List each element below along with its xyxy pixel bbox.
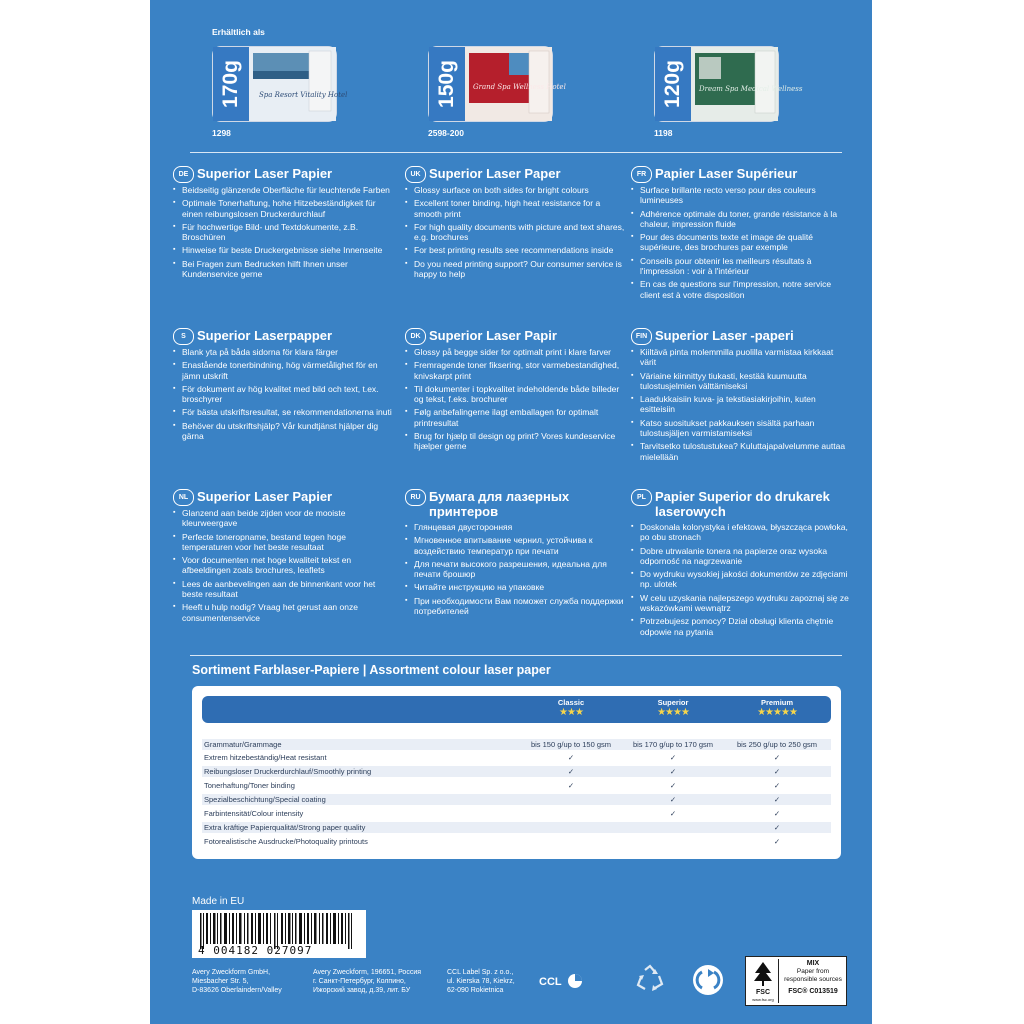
ccl-logo-icon: CCL xyxy=(539,973,589,993)
list-item: ▪ Für hochwertige Bild- und Textdokumente, z.B. Broschüren xyxy=(173,222,393,243)
weight-label: 170g xyxy=(213,47,249,121)
list-item: ▪ Glanzend aan beide zijden voor de mooiste kleurweergave xyxy=(173,508,393,529)
card-title: Grand Spa Wellness Hotel xyxy=(473,83,566,91)
list-item: ▪ Kiiltävä pinta molemmilla puolilla varmistaa kirkkaat värit xyxy=(631,347,851,368)
green-dot-icon xyxy=(692,964,724,1001)
product-photo xyxy=(691,47,803,121)
product-code: 1198 xyxy=(654,128,673,138)
list-item: ▪ Brug for hjælp til design og print? Vores kundeservice hjælper gerne xyxy=(405,431,625,452)
language-badge: PL xyxy=(631,489,652,506)
section-title: Superior Laser Papir xyxy=(429,328,557,343)
list-item: ▪ Laadukkaisiin kuva- ja tekstiasiakirjoihin, kuten esitteisiin xyxy=(631,394,851,415)
card-title: Spa Resort Vitality Hotel xyxy=(259,91,348,99)
list-item: ▪ Doskonała kolorystyka i efektowa, błyszcząca powłoka, po obu stronach xyxy=(631,522,851,543)
address-de: Avery Zweckform GmbH, Miesbacher Str. 5, D-83626 Oberlaindern/Valley xyxy=(192,969,282,994)
product-code: 1298 xyxy=(212,128,231,138)
table-row: Extra kräftige Papierqualität/Strong paper quality ✓ xyxy=(202,822,831,833)
language-badge: DE xyxy=(173,166,194,183)
table-row: Farbintensität/Colour intensity ✓ ✓ xyxy=(204,809,781,818)
address-ru: Avery Zweckform, 196651, Россия г. Санкт-Петербург, Колпино, Ижорский завод, д.39, лит. БУ xyxy=(313,969,422,994)
list-item: ▪ Tarvitsetko tulostustukea? Kuluttajapalvelumme auttaa mielellään xyxy=(631,441,851,462)
fsc-line: Paper from xyxy=(796,968,830,975)
language-badge: FIN xyxy=(631,328,652,345)
list-item: ▪ Do you need printing support? Our consumer service is happy to help xyxy=(405,259,625,280)
section-title: Superior Laser -paperi xyxy=(655,328,794,343)
table-header xyxy=(202,696,831,723)
list-item: ▪ Til dokumenter i topkvalitet indeholdende både billeder og tekst, f.eks. brochurer xyxy=(405,384,625,405)
list-item: ▪ Hinweise für beste Druckergebnisse siehe Innenseite xyxy=(173,245,393,255)
product-card-170g xyxy=(212,46,348,122)
language-badge: FR xyxy=(631,166,652,183)
list-item: ▪ Conseils pour obtenir les meilleurs résultats à l'impression : voir à l'intérieur xyxy=(631,256,851,277)
section-uk xyxy=(405,166,625,282)
weight-label: 150g xyxy=(429,47,465,121)
list-item: ▪ Heeft u hulp nodig? Vraag het gerust aan onze consumentenservice xyxy=(173,602,393,623)
list-item: ▪ Excellent toner binding, high heat resistance for a smooth print xyxy=(405,198,625,219)
list-item: ▪ Bei Fragen zum Bedrucken hilft Ihnen unser Kundenservice gerne xyxy=(173,259,393,280)
product-photo xyxy=(249,47,348,121)
section-title: Superior Laser Papier xyxy=(197,489,333,504)
list-item: ▪ Beidseitig glänzende Oberfläche für leuchtende Farben xyxy=(173,185,393,195)
product-card-120g xyxy=(654,46,803,122)
table-row: Spezialbeschichtung/Special coating ✓ ✓ xyxy=(202,794,831,805)
list-item: ▪ Katso suositukset pakkauksen sisältä parhaan tulostusjäljen varmistamiseksi xyxy=(631,418,851,439)
list-item: ▪ Glossy surface on both sides for bright colours xyxy=(405,185,625,195)
available-label: Erhältlich als xyxy=(212,27,265,37)
list-item: ▪ Enastående tonerbindning, hög värmetålighet för en jämn utskrift xyxy=(173,360,393,381)
table-row: Tonerhaftung/Toner binding ✓ ✓ ✓ xyxy=(204,781,781,790)
table-row: Grammatur/Grammage bis 150 g/up to 150 gsm bis 170 g/up to 170 gsm bis 250 g/up to 250 gsm xyxy=(202,739,831,750)
list-item: ▪ Perfecte toneropname, bestand tegen hoge temperaturen voor het beste resultaat xyxy=(173,532,393,553)
list-item: ▪ Глянцевая двусторонняя xyxy=(405,522,625,532)
fsc-code: FSC® C013519 xyxy=(788,988,838,995)
list-item: ▪ Surface brillante recto verso pour des couleurs lumineuses xyxy=(631,185,851,206)
section-fr xyxy=(631,166,851,303)
section-nl xyxy=(173,489,393,626)
tier-label-superior: Superior xyxy=(657,698,689,707)
table-row: Reibungsloser Druckerdurchlauf/Smoothly printing ✓ ✓ ✓ xyxy=(202,766,831,777)
list-item: ▪ Følg anbefalingerne ilagt emballagen for optimalt printresultat xyxy=(405,407,625,428)
table-row: Extrem hitzebeständig/Heat resistant ✓ ✓ ✓ xyxy=(204,753,781,762)
made-in-label: Made in EU xyxy=(192,896,245,907)
section-title: Papier Laser Supérieur xyxy=(655,166,798,181)
card-title: Dream Spa Medical Wellness xyxy=(699,85,803,93)
list-item: ▪ For high quality documents with picture and text shares, e.g. brochures xyxy=(405,222,625,243)
section-title: Papier Superior do drukarek laserowych xyxy=(655,489,830,519)
product-photo xyxy=(465,47,566,121)
tier-label-premium: Premium xyxy=(760,698,794,707)
fsc-mix: MIX xyxy=(806,960,820,967)
list-item: ▪ Behöver du utskriftshjälp? Vår kundtjänst hjälper dig gärna xyxy=(173,421,393,442)
language-badge: DK xyxy=(405,328,426,345)
table-row: Fotorealistische Ausdrucke/Photoquality printouts ✓ xyxy=(204,837,781,846)
list-item: ▪ Adhérence optimale du toner, grande résistance à la chaleur, impression fluide xyxy=(631,209,851,230)
list-item: ▪ Voor documenten met hoge kwaliteit tekst en afbeeldingen zoals brochures, leaflets xyxy=(173,555,393,576)
divider xyxy=(190,152,842,153)
section-title: Superior Laser Papier xyxy=(197,166,333,181)
list-item: ▪ При необходимости Вам поможет служба поддержки потребителей xyxy=(405,596,625,617)
section-fin xyxy=(631,328,851,465)
language-badge: NL xyxy=(173,489,194,506)
language-badge: RU xyxy=(405,489,426,506)
list-item: ▪ En cas de questions sur l'impression, notre service client est à votre disposition xyxy=(631,279,851,300)
assortment-table xyxy=(192,686,841,859)
list-item: ▪ Lees de aanbevelingen aan de binnenkant voor het beste resultaat xyxy=(173,579,393,600)
star-rating-icon: ★★★★★ xyxy=(757,707,797,718)
list-item: ▪ Do wydruku wysokiej jakości dokumentów ze zdjęciami np. ulotek xyxy=(631,569,851,590)
list-item: ▪ W celu uzyskania najlepszego wydruku zapoznaj się ze wskazówkami wewnątrz xyxy=(631,593,851,614)
list-item: ▪ Читайте инструкцию на упаковке xyxy=(405,582,625,592)
list-item: ▪ Мгновенное впитывание чернил, устойчива к воздействию температур при печати xyxy=(405,535,625,556)
product-back-sheet xyxy=(150,0,872,1024)
list-item: ▪ Optimale Tonerhaftung, hohe Hitzebeständigkeit für einen reibungslosen Druckerdurchlauf xyxy=(173,198,393,219)
fsc-tree-icon: FSC www.fsc.org xyxy=(748,959,779,1003)
section-de xyxy=(173,166,393,282)
list-item: ▪ Blank yta på båda sidorna för klara färger xyxy=(173,347,393,357)
assortment-title: Sortiment Farblaser-Papiere | Assortment colour laser paper xyxy=(192,663,551,677)
list-item: ▪ Pour des documents texte et image de qualité supérieure, des brochures par exemple xyxy=(631,232,851,253)
tier-label-classic: Classic xyxy=(557,698,585,707)
barcode-number: 4 004182 027097 xyxy=(198,944,313,957)
address-pl: CCL Label Sp. z o.o., ul. Kierska 78, Kiekrz, 62-090 Rokietnica xyxy=(447,969,515,994)
list-item: ▪ Для печати высокого разрешения, идеальна для печати брошюр xyxy=(405,559,625,580)
star-rating-icon: ★★★ xyxy=(559,707,583,718)
divider xyxy=(190,655,842,656)
list-item: ▪ Glossy på begge sider for optimalt print i klare farver xyxy=(405,347,625,357)
section-title: Superior Laser Paper xyxy=(429,166,561,181)
product-code: 2598-200 xyxy=(428,128,464,138)
section-s xyxy=(173,328,393,444)
list-item: ▪ For best printing results see recommendations inside xyxy=(405,245,625,255)
section-title: Superior Laserpapper xyxy=(197,328,333,343)
star-rating-icon: ★★★★ xyxy=(657,707,689,718)
language-badge: S xyxy=(173,328,194,345)
list-item: ▪ För bästa utskriftsresultat, se rekommendationerna inuti xyxy=(173,407,393,417)
section-pl xyxy=(631,489,851,640)
list-item: ▪ Fremragende toner fiksering, stor varmebestandighed, knivskarpt print xyxy=(405,360,625,381)
recycling-icon xyxy=(635,964,665,999)
fsc-line: responsible sources xyxy=(784,976,842,983)
fsc-label xyxy=(745,956,847,1006)
product-card-150g xyxy=(428,46,566,122)
language-badge: UK xyxy=(405,166,426,183)
barcode xyxy=(192,910,366,958)
list-item: ▪ För dokument av hög kvalitet med bild och text, t.ex. broschyrer xyxy=(173,384,393,405)
list-item: ▪ Dobre utrwalanie tonera na papierze oraz wysoka odporność na nagrzewanie xyxy=(631,546,851,567)
weight-label: 120g xyxy=(655,47,691,121)
section-title: Бумага для лазерных принтеров xyxy=(429,489,570,519)
list-item: ▪ Väriaine kiinnittyy tiukasti, kestää kuumuutta tulostusjelmien välttämiseksi xyxy=(631,371,851,392)
section-dk xyxy=(405,328,625,455)
list-item: ▪ Potrzebujesz pomocy? Dział obsługi klienta chętnie odpowie na pytania xyxy=(631,616,851,637)
section-ru xyxy=(405,489,625,619)
